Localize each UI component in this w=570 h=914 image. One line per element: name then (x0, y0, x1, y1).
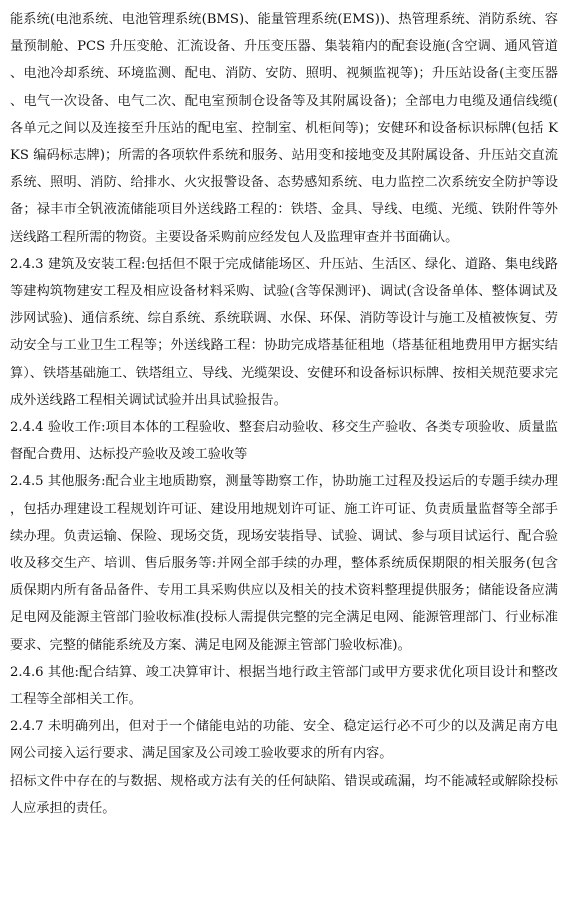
paragraph-2-4-3-construction: 2.4.3 建筑及安装工程:包括但不限于完成储能场区、升压站、生活区、绿化、道路、集电线路等建构筑物建安工程及相应设备材料采购、试验(含等保测评)、调试(含设备单体、整体调试及涉网试验)、通信系统、综自系统、系统联调、水保、环保、消防等设计与施工及植被恢复、劳动安全与工业卫生工程等；外送线路工程：协助完成塔基征租地（塔基征租地费用甲方据实结算）、铁塔基础施工、铁塔组立、导线、光缆架设、安健环和设备标识标牌、按相关规范要求完成外送线路工程相关调试试验并出具试验报告。 (10, 256, 558, 408)
paragraph-2-4-5-other-services: 2.4.5 其他服务:配合业主地质勘察，测量等勘察工作，协助施工过程及投运后的专题手续办理，包括办理建设工程规划许可证、建设用地规划许可证、施工许可证、负责质量监督等全部手续办理。负责运输、保险、现场交货，现场安装指导、试验、调试、参与项目试运行、配合验收及移交生产、培训、售后服务等:并网全部手续的办理，整体系统质保期限的相关服务(包含质保期内所有备品备件、专用工具采购供应以及相关的技术资料整理提供服务；储能设备应满足电网及能源主管部门验收标准(投标人需提供完整的完全满足电网、能源管理部门、行业标准要求、完整的储能系统及方案、满足电网及能源主管部门验收标准)。 (10, 474, 558, 653)
paragraph-2-4-6-other: 2.4.6 其他:配合结算、竣工决算审计、根据当地行政主管部门或甲方要求优化项目设计和整改工程等全部相关工作。 (10, 664, 558, 708)
paragraph-2-4-4-acceptance: 2.4.4 验收工作:项目本体的工程验收、整套启动验收、移交生产验收、各类专项验收、质量监督配合费用、达标投产验收及竣工验收等 (10, 420, 558, 463)
paragraph-2-4-7-unlisted: 2.4.7 未明确列出，但对于一个储能电站的功能、安全、稳定运行必不可少的以及满足南方电网公司接入运行要求、满足国家及公司竣工验收要求的所有内容。 (10, 719, 558, 762)
paragraph-bidder-responsibility: 招标文件中存在的与数据、规格或方法有关的任何缺陷、错误或疏漏，均不能减轻或解除投标人应承担的责任。 (10, 773, 558, 816)
paragraph-equipment-scope: 能系统(电池系统、电池管理系统(BMS)、能量管理系统(EMS))、热管理系统、消防系统、容量预制舱、PCS 升压变舱、汇流设备、升压变压器、集装箱内的配套设施(含空调、通风管道、电池冷却系统、环境监测、配电、消防、安防、照明、视频监视等)；升压站设备(主变压器、电气一次设备、电气二次、配电室预制仓设备等及其附属设备)；全部电力电缆及通信线缆(各单元之间以及连接至升压站的配电室、控制室、机柜间等)；安健环和设备标识标牌(包括 KKS 编码标志牌)；所需的各项软件系统和服务、站用变和接地变及其附属设备、升压站交直流系统、照明、消防、给排水、火灾报警设备、态势感知系统、电力监控二次系统安全防护等设备；禄丰市全钒液流储能项目外送线路工程的：铁塔、金具、导线、电缆、光缆、铁附件等外送线路工程所需的物资。主要设备采购前应经发包人及监理审查并书面确认。 (10, 12, 558, 245)
